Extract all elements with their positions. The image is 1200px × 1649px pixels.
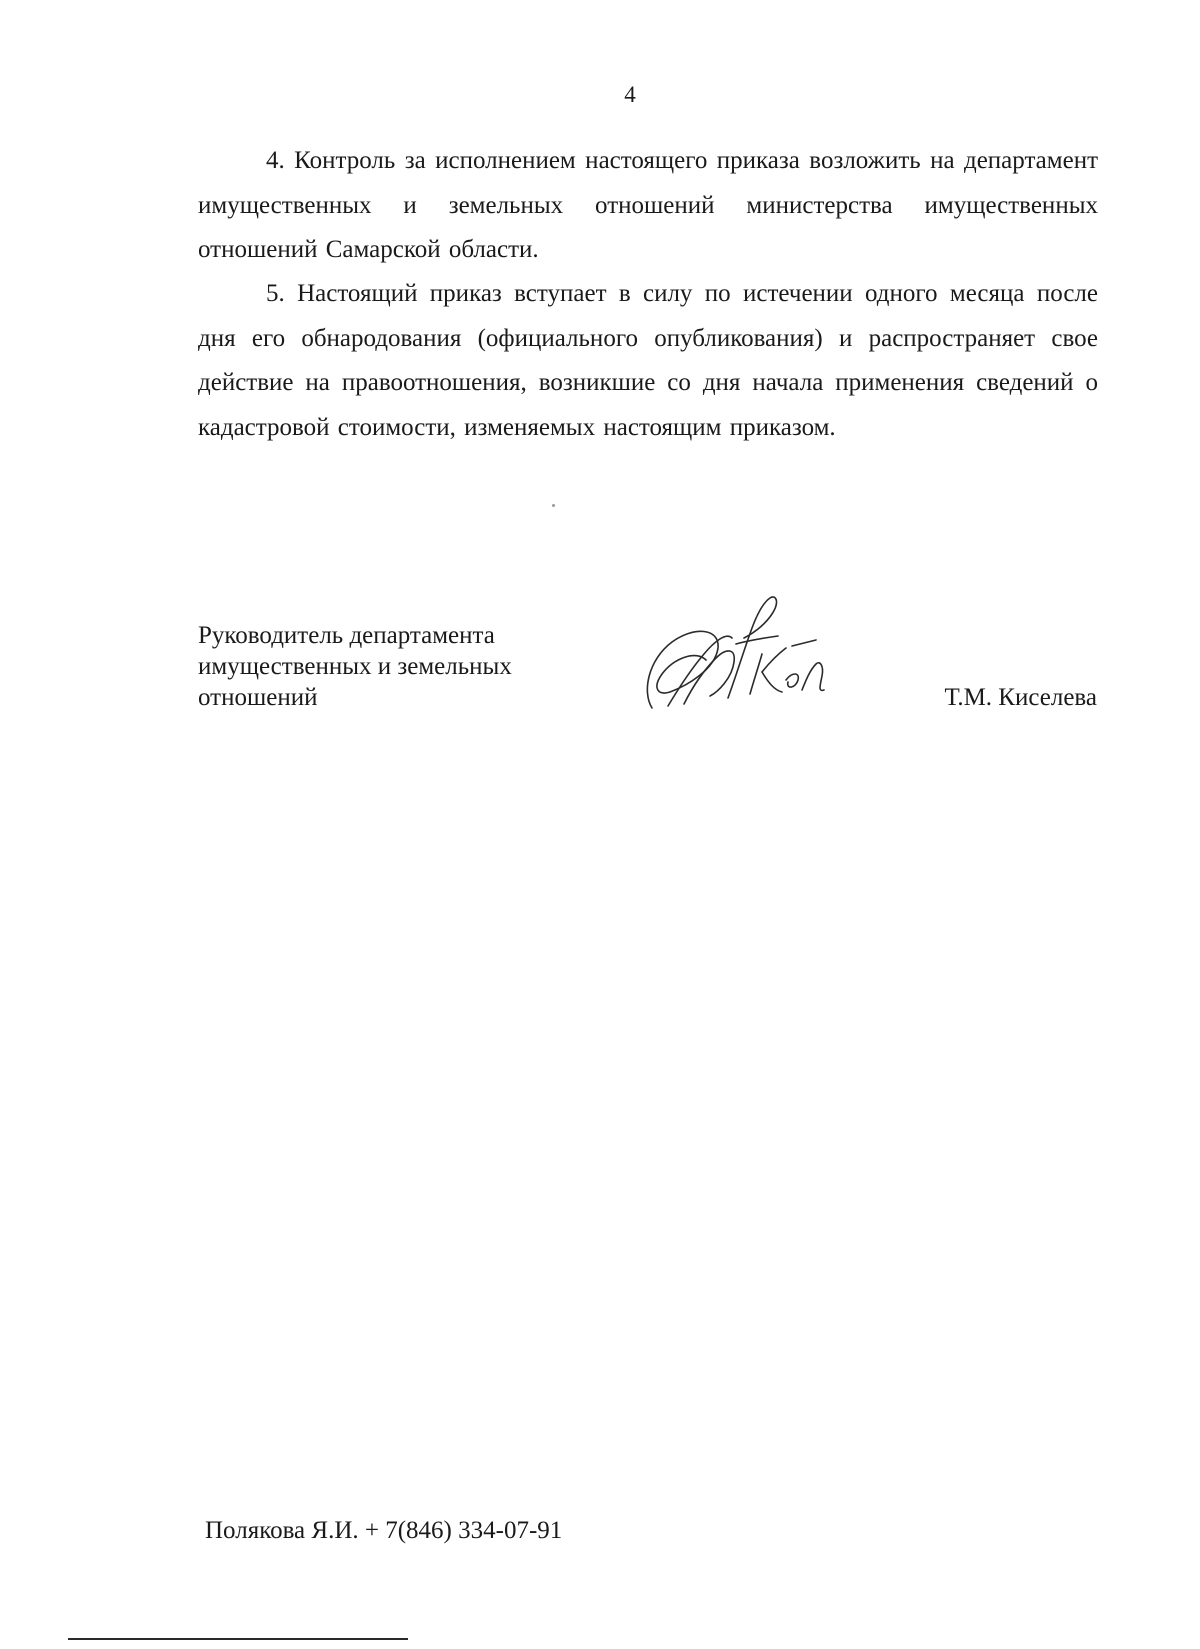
signer-title [198, 620, 512, 713]
contact-line: Полякова Я.И. + 7(846) 334-07-91 [205, 1517, 563, 1544]
paragraph-item-4: 4. Контроль за исполнением настоящего приказа возложить на департамент имущественных и земельных отношений министерства имущественных отношений Самарской области. [198, 147, 1098, 263]
signer-title-line: Руководитель департамента [198, 622, 495, 649]
signer-title-line: отношений [198, 684, 318, 711]
signer-title-line: имущественных и земельных [198, 653, 512, 680]
handwritten-signature [640, 588, 840, 723]
page-number: 4 [624, 82, 636, 107]
signer-name: Т.М. Киселева [944, 684, 1097, 711]
scan-speck [552, 504, 555, 507]
footer-divider [68, 1638, 408, 1640]
paragraph-item-5: 5. Настоящий приказ вступает в силу по истечении одного месяца после дня его обнародования (официального опубликования) и распространяет свое действие на правоотношения, возникшие со дня начала применения сведений о кадастровой стоимости, изменяемых настоящим приказом. [198, 280, 1098, 441]
